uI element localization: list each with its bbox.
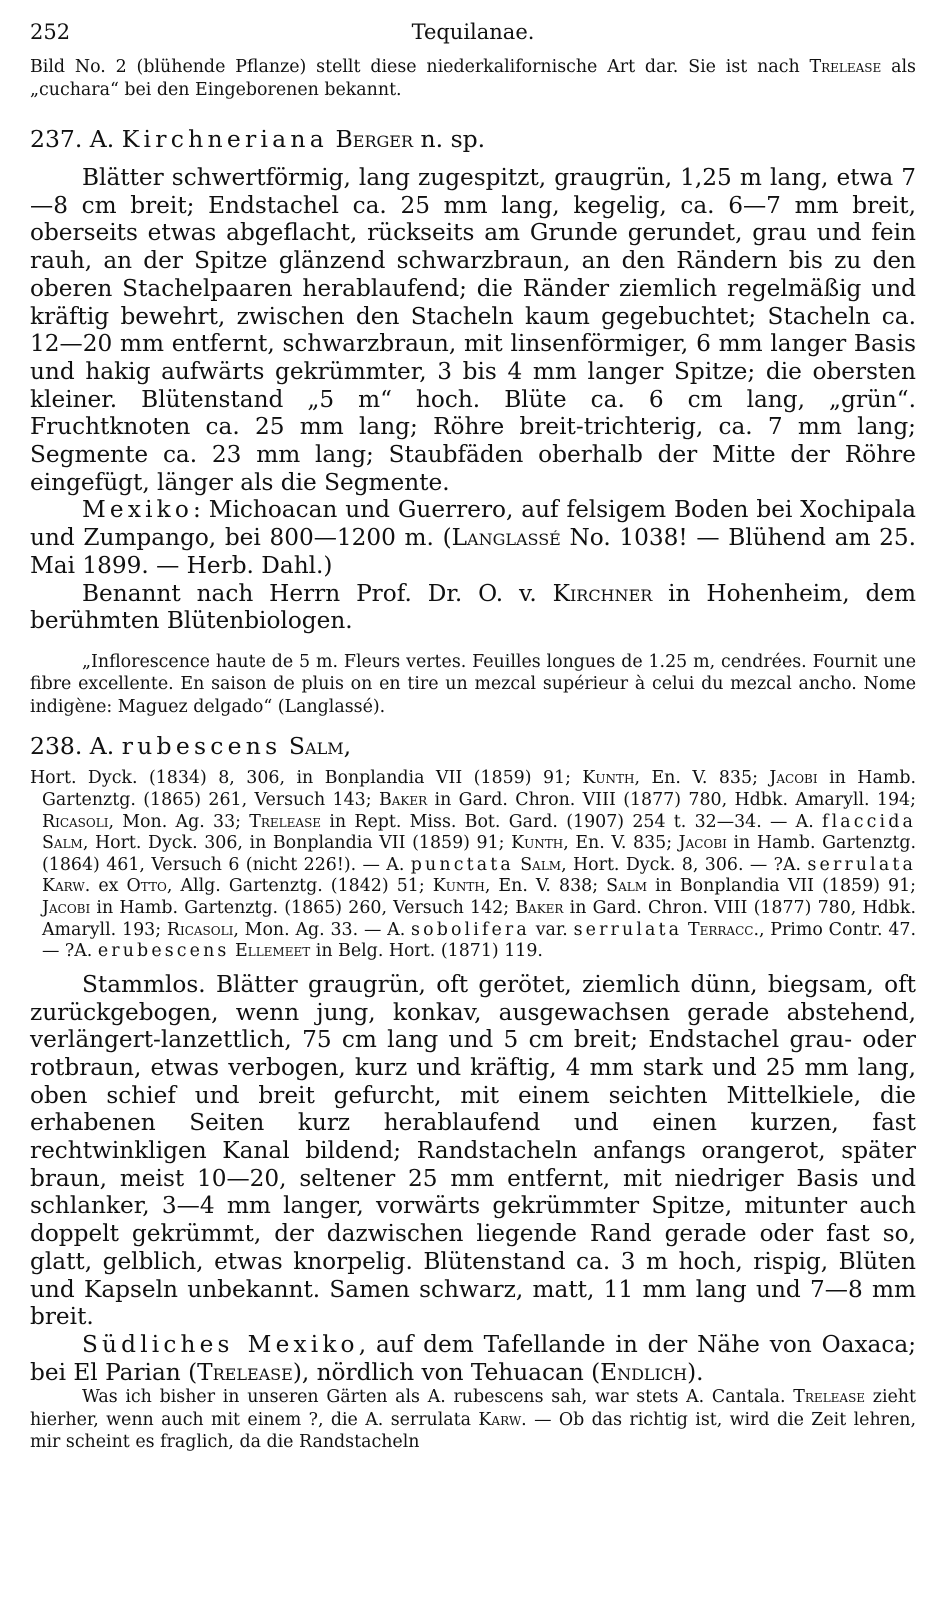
author-name: Jacobi [678,833,727,854]
synonym-name: serrulata [807,854,916,875]
note-text: Was ich bisher in unseren Gärten als A. rubescens sah, war stets A. Cantala. [82,1387,794,1408]
intro-text: Bild No. 2 (blühende Pflanze) stellt diese niederkalifornische Art dar. Sie ist nach [30,57,810,77]
citation-text: , En. V. 838; [484,876,607,897]
note-text: zieht hierher, wenn auch mit einem ?, die A. serrulata [30,1387,916,1430]
running-header [30,20,916,56]
citation-text: , Hort. Dyck. 8, 306. — ?A. [561,854,808,875]
citation-text: , Allg. Gartenztg. (1842) 51; [166,876,433,897]
author-name: Ellemeet [235,941,311,962]
heading-tail: , [343,732,352,761]
citation-text: ., Primo Contr. 47. — ?A. [42,919,916,962]
synonym-name: serrulata [573,919,683,940]
citation-text: in Gard. Chron. VIII (1877) 780, Hdbk. Amaryll. 193; [42,898,916,940]
author-name: Kunth [582,768,635,789]
author-name: Karw [478,1409,522,1430]
description-237: Blätter schwertförmig, lang zugespitzt, graugrün, 1,25 m lang, etwa 7—8 cm breit; Endstachel ca. 25 mm lang, kegelig, ca. 6—7 mm breit, oberseits etwas abgeflacht, rückseits am Grunde gerundet, grau und fein rauh, an der Spitze glänzend schwarzbraun, an den Rändern bis zu den oberen Stachelpaaren herablaufend; die Ränder ziemlich regelmäßig und kräftig bewehrt, zwischen den Stacheln kaum gegebuchtet; Stacheln ca. 12—20 mm entfernt, schwarzbraun, mit linsenförmiger, 6 mm langer Basis und hakig aufwärts gekrümmter, 3 bis 4 mm langer Spitze; die obersten kleiner. Blütenstand „5 m“ hoch. Blüte ca. 6 cm lang, „grün“. Fruchtknoten ca. 25 mm lang; Röhre breit-trichterig, ca. 7 mm lang; Segmente ca. 23 mm lang; Staubfäden oberhalb der Mitte der Röhre eingefügt, länger als die Segmente. [30,164,916,496]
intro-paragraph [30,56,916,101]
heading-number: 238. A. [30,732,122,761]
author-name: Trelease [249,811,322,832]
citation-text: , En. V. 835; [563,833,679,854]
author-name: Jacobi [42,898,91,919]
citation-text: in Gard. Chron. VIII (1877) 780, Hdbk. Amaryll. 194; [427,790,916,811]
locality-238 [30,1331,916,1386]
author-name: Salm [520,854,562,875]
species-heading-238 [30,732,916,760]
heading-tail: n. sp. [413,125,486,153]
species-heading-237 [30,125,916,153]
note-text: . — Ob das richtig ist, wird die Zeit lehren, mir scheint es fraglich, da die Randstacheln [30,1409,916,1453]
locality-text: : Michoacan und Guerrero, auf felsigem Boden bei Xochipala und Zumpango, bei 800—1200 m. ( [30,496,916,552]
citation-text: . ex [84,876,127,897]
citation-text: in Bonplandia VII (1859) 91; [647,876,916,897]
locality-region: Südliches Mexiko [82,1330,359,1358]
author-name: Langlassé [451,524,561,552]
author-name: Baker [515,898,564,919]
author-name: Salm [42,833,83,854]
eponym-237 [30,580,916,635]
author-name: Ricasoli [166,919,234,940]
author-name: Kirchner [552,579,653,607]
running-title: Tequilanae. [411,20,535,44]
locality-region: Mexiko [82,496,194,524]
author-name: Terracc [687,919,754,940]
citation-text: in Rept. Miss. Bot. Gard. (1907) 254 t. 32—34. — A. [321,811,823,832]
citation-text: Hort. Dyck. (1834) 8, 306, in Bonplandia VII (1859) 91; [30,768,583,789]
citation-text: in Belg. Hort. (1871) 119. [310,941,543,962]
citation-text: , Mon. Ag. 33. — A. [233,919,412,940]
author-name: Baker [378,790,428,811]
citation-text: in Hamb. Gartenztg. (1865) 260, Versuch 142; [90,898,516,919]
citation-text: , Mon. Ag. 33; [108,811,250,832]
author-name: Otto [126,876,167,897]
author-name: Trelease [197,1358,293,1386]
synonym-name: flaccida [822,811,916,832]
species-name: Kirchneriana [121,125,329,153]
author-name: Karw [42,876,85,897]
author-name: Kunth [432,876,485,897]
author-name: Jacobi [769,768,818,789]
eponym-text: Benannt nach Herrn Prof. Dr. O. v. [82,579,553,607]
citation-238 [30,768,916,962]
locality-237 [30,496,916,579]
note-238 [30,1386,916,1454]
citation-text: , Hort. Dyck. 306, in Bonplandia VII (1859) 91; [82,833,512,854]
author-name: Ricasoli [42,811,109,832]
author-name: Endlich [600,1358,688,1386]
description-238: Stammlos. Blätter graugrün, oft gerötet, ziemlich dünn, biegsam, oft zurückgebogen, wenn jung, konkav, ausgewachsen gerade abstehend, verlängert-lanzettlich, 75 cm lang und 5 cm breit; Endstachel grau- oder rotbraun, etwas verbogen, kurz und kräftig, 4 mm stark und 25 mm lang, oben schief und breit gefurcht, mit einem seichten Mittelkiele, die erhabenen Seiten kurz herablaufend und einen kurzen, fast rechtwinkligen Kanal bildend; Randstacheln anfangs orangerot, später braun, meist 10—20, seltener 25 mm entfernt, mit niedriger Basis und schlanker, 3—4 mm langer, vorwärts gekrümmter Spitze, mitunter auch doppelt gekrümmt, der dazwischen liegende Rand gerade oder fast so, glatt, gelblich, etwas knorpelig. Blütenstand ca. 3 m hoch, rispig, Blüten und Kapseln unbekannt. Samen schwarz, matt, 11 mm lang und 7—8 mm breit. [30,970,916,1331]
locality-text: ), nördlich von Tehuacan ( [292,1358,601,1386]
synonym-name: punctata [410,854,514,875]
eponym-text: in Hohenheim, dem berühmten Blütenbiologen. [30,579,917,635]
author-name: Kunth [511,833,564,854]
locality-text: , auf dem Tafellande in der Nähe von Oaxaca; bei El Parian ( [30,1330,916,1386]
heading-number: 237. A. [30,125,122,153]
author-name: Trelease [793,1387,866,1408]
citation-text: in Hamb. Gartenztg. (1865) 261, Versuch 143; [42,768,916,811]
author-name: Salm [288,732,344,761]
page [30,20,916,1454]
citation-text: , En. V. 835; [634,768,770,789]
locality-text: ). [687,1358,704,1386]
author-name: Trelease [809,57,882,77]
quote-237: „Inflorescence haute de 5 m. Fleurs vertes. Feuilles longues de 1.25 m, cendrées. Fournit une fibre excellente. En saison de pluis on en tire un mezcal supérieur à celui du mezcal ancho. Nome indigène: Maguez delgado“ (Langlassé). [30,651,916,717]
author-name: Berger [335,125,414,153]
citation-text: in Hamb. Gartenztg. (1864) 461, Versuch 6 (nicht 226!). — A. [42,833,916,875]
page-number: 252 [30,20,71,44]
intro-text: als „cuchara“ bei den Eingeborenen bekannt. [30,57,916,100]
synonym-name: erubescens [97,941,230,962]
citation-text: var. [529,919,574,940]
synonym-name: sobolifera [411,919,530,940]
locality-text: No. 1038! — Blühend am 25. Mai 1899. — Herb. Dahl.) [30,524,916,579]
species-name: rubescens [121,732,282,761]
author-name: Salm [606,876,647,897]
